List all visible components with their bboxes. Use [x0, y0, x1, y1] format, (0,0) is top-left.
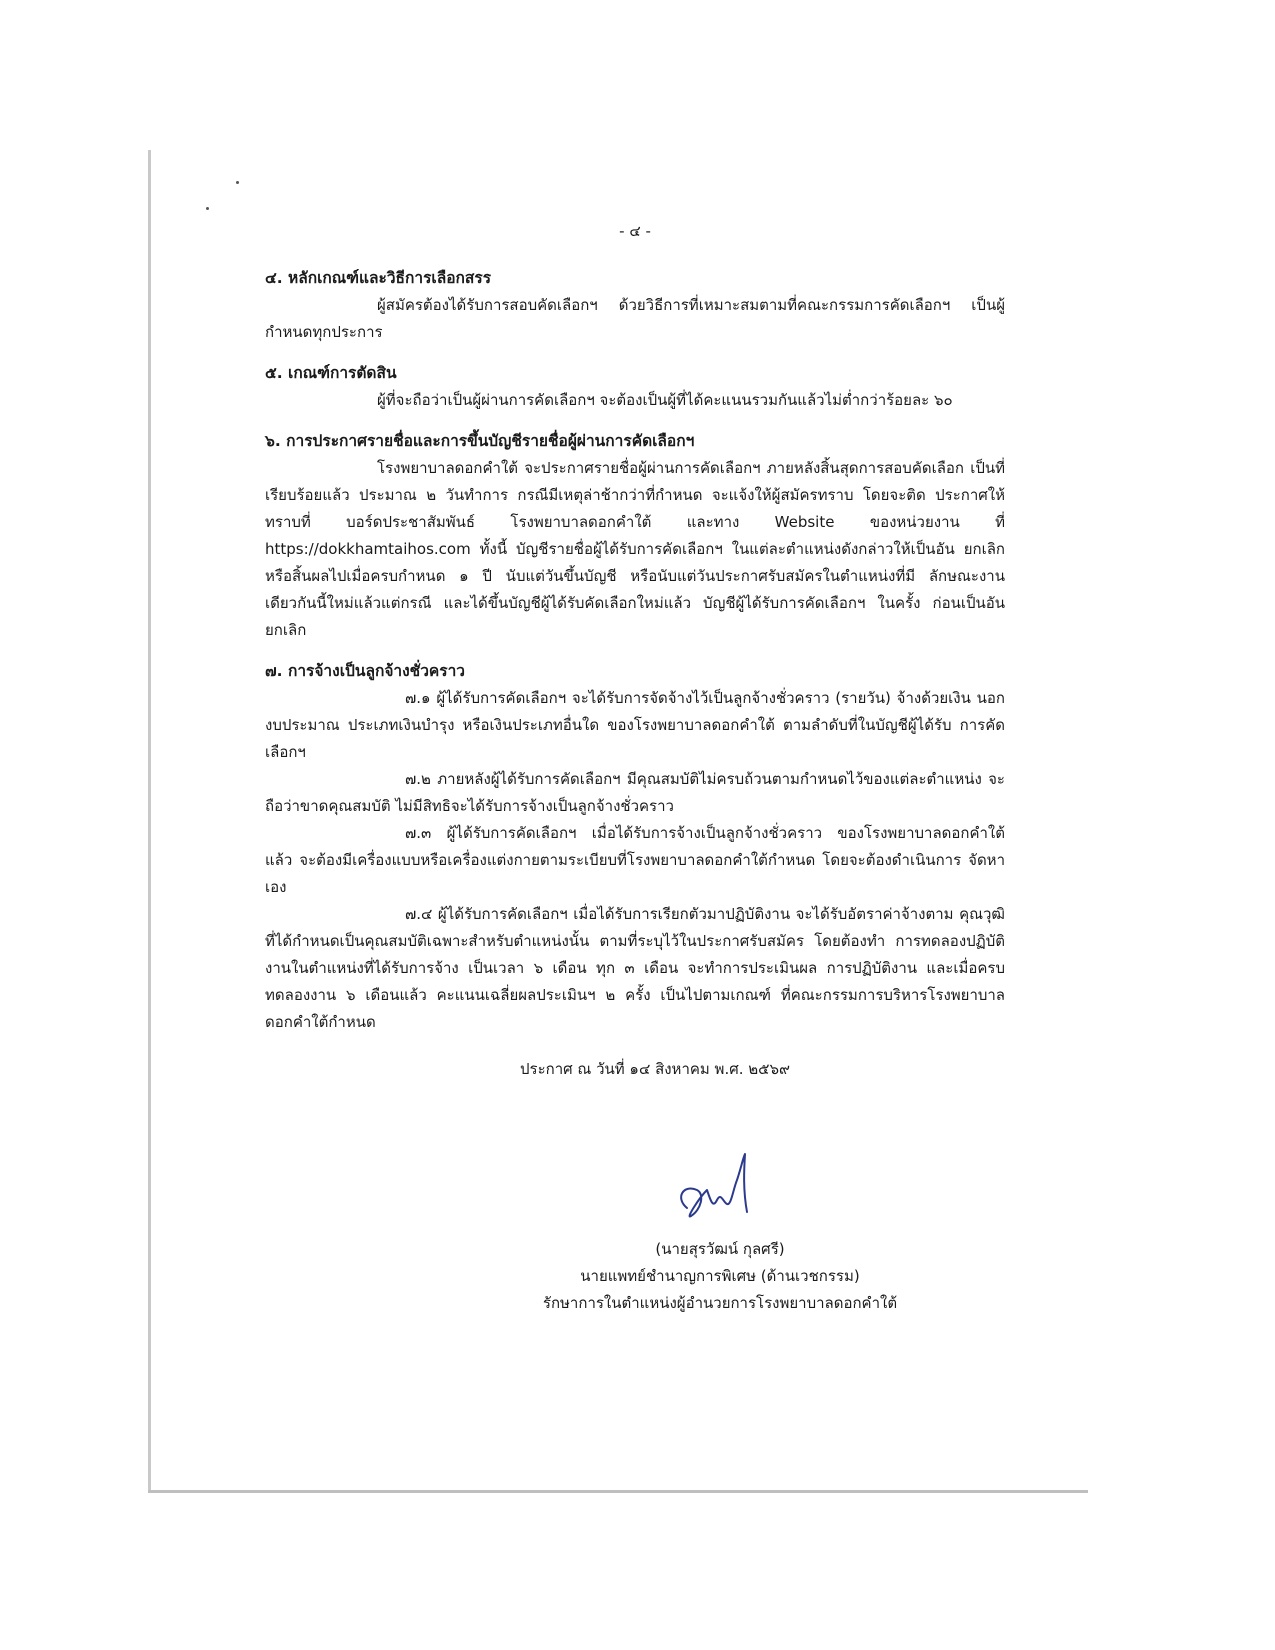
section-announcement-list [265, 428, 1005, 644]
scan-speck [236, 181, 239, 184]
section-heading: ๖. การประกาศรายชื่อและการขึ้นบัญชีรายชื่อผู้ผ่านการคัดเลือกฯ [265, 432, 695, 450]
section-temporary-employment [265, 658, 1005, 1036]
section-paragraph: ผู้ที่จะถือว่าเป็นผู้ผ่านการคัดเลือกฯ จะต้องเป็นผู้ที่ได้คะแนนรวมกันแล้วไม่ต่ำกว่าร้อยละ ๖๐ [377, 391, 953, 409]
signature-image [665, 1150, 775, 1230]
signatory-name: (นายสุรวัฒน์ กุลศรี) [655, 1240, 785, 1258]
scan-speck [206, 207, 209, 210]
signature-block [440, 1150, 1000, 1317]
section-judging-criteria [265, 360, 1005, 414]
section-selection-criteria [265, 265, 1005, 346]
subparagraph: ๗.๒ ภายหลังผู้ได้รับการคัดเลือกฯ มีคุณสมบัติไม่ครบถ้วนตามกำหนดไว้ของแต่ละตำแหน่ง จะถือว่าขาดคุณสมบัติ ไม่มีสิทธิจะได้รับการจ้างเป็นลูกจ้างชั่วคราว [265, 770, 1005, 815]
section-paragraph: โรงพยาบาลดอกคำใต้ จะประกาศรายชื่อผู้ผ่านการคัดเลือกฯ ภายหลังสิ้นสุดการสอบคัดเลือก เป็นที่เรียบร้อยแล้ว ประมาณ ๒ วันทำการ กรณีมีเหตุล่าช้ากว่าที่กำหนด จะแจ้งให้ผู้สมัครทราบ โดยจะติด ประกาศให้ทราบที่ บอร์ดประชาสัมพันธ์ โรงพยาบาลดอกคำใต้ และทาง Website ของหน่วยงาน ที่ https://dokkhamtaihos.com ทั้งนี้ บัญชีรายชื่อผู้ได้รับการคัดเลือกฯ ในแต่ละตำแหน่งดังกล่าวให้เป็นอัน ยกเลิกหรือสิ้นผลไปเมื่อครบกำหนด ๑ ปี นับแต่วันขึ้นบัญชี หรือนับแต่วันประกาศรับสมัครในตำแหน่งที่มี ลักษณะงานเดียวกันนี้ใหม่แล้วแต่กรณี และได้ขึ้นบัญชีผู้ได้รับคัดเลือกใหม่แล้ว บัญชีผู้ได้รับการคัดเลือกฯ ในครั้ง ก่อนเป็นอันยกเลิก [265, 459, 1005, 639]
subparagraph: ๗.๑ ผู้ได้รับการคัดเลือกฯ จะได้รับการจัดจ้างไว้เป็นลูกจ้างชั่วคราว (รายวัน) จ้างด้วยเงิน นอกงบประมาณ ประเภทเงินบำรุง หรือเงินประเภทอื่นใด ของโรงพยาบาลดอกคำใต้ ตามลำดับที่ในบัญชีผู้ได้รับ การคัดเลือกฯ [265, 689, 1005, 761]
page-number: - ๔ - [619, 222, 651, 240]
scan-edge-left [148, 150, 151, 1490]
scan-edge-bottom [148, 1490, 1088, 1493]
subparagraph: ๗.๔ ผู้ได้รับการคัดเลือกฯ เมื่อได้รับการเรียกตัวมาปฏิบัติงาน จะได้รับอัตราค่าจ้างตาม คุณวุฒิที่ได้กำหนดเป็นคุณสมบัติเฉพาะสำหรับตำแหน่งนั้น ตามที่ระบุไว้ในประกาศรับสมัคร โดยต้องทำ การทดลองปฏิบัติงานในตำแหน่งที่ได้รับการจ้าง เป็นเวลา ๖ เดือน ทุก ๓ เดือน จะทำการประเมินผล การปฏิบัติงาน และเมื่อครบทดลองงาน ๖ เดือนแล้ว คะแนนเฉลี่ยผลประเมินฯ ๒ ครั้ง เป็นไปตามเกณฑ์ ที่คณะกรรมการบริหารโรงพยาบาลดอกคำใต้กำหนด [265, 905, 1005, 1031]
document-page [265, 218, 1005, 1083]
section-heading: ๗. การจ้างเป็นลูกจ้างชั่วคราว [265, 662, 466, 680]
announcement-date: ประกาศ ณ วันที่ ๑๔ สิงหาคม พ.ศ. ๒๕๖๙ [519, 1060, 791, 1078]
section-heading: ๔. หลักเกณฑ์และวิธีการเลือกสรร [265, 269, 492, 287]
signatory-position: นายแพทย์ชำนาญการพิเศษ (ด้านเวชกรรม) [580, 1267, 860, 1285]
section-heading: ๕. เกณฑ์การตัดสิน [265, 364, 397, 382]
section-paragraph: ผู้สมัครต้องได้รับการสอบคัดเลือกฯ ด้วยวิธีการที่เหมาะสมตามที่คณะกรรมการคัดเลือกฯ เป็นผู้กำหนดทุกประการ [265, 296, 1005, 341]
signatory-acting-role: รักษาการในตำแหน่งผู้อำนวยการโรงพยาบาลดอกคำใต้ [542, 1294, 898, 1312]
subparagraph: ๗.๓ ผู้ได้รับการคัดเลือกฯ เมื่อได้รับการจ้างเป็นลูกจ้างชั่วคราว ของโรงพยาบาลดอกคำใต้ แล้ว จะต้องมีเครื่องแบบหรือเครื่องแต่งกายตามระเบียบที่โรงพยาบาลดอกคำใต้กำหนด โดยจะต้องดำเนินการ จัดหาเอง [265, 824, 1005, 896]
